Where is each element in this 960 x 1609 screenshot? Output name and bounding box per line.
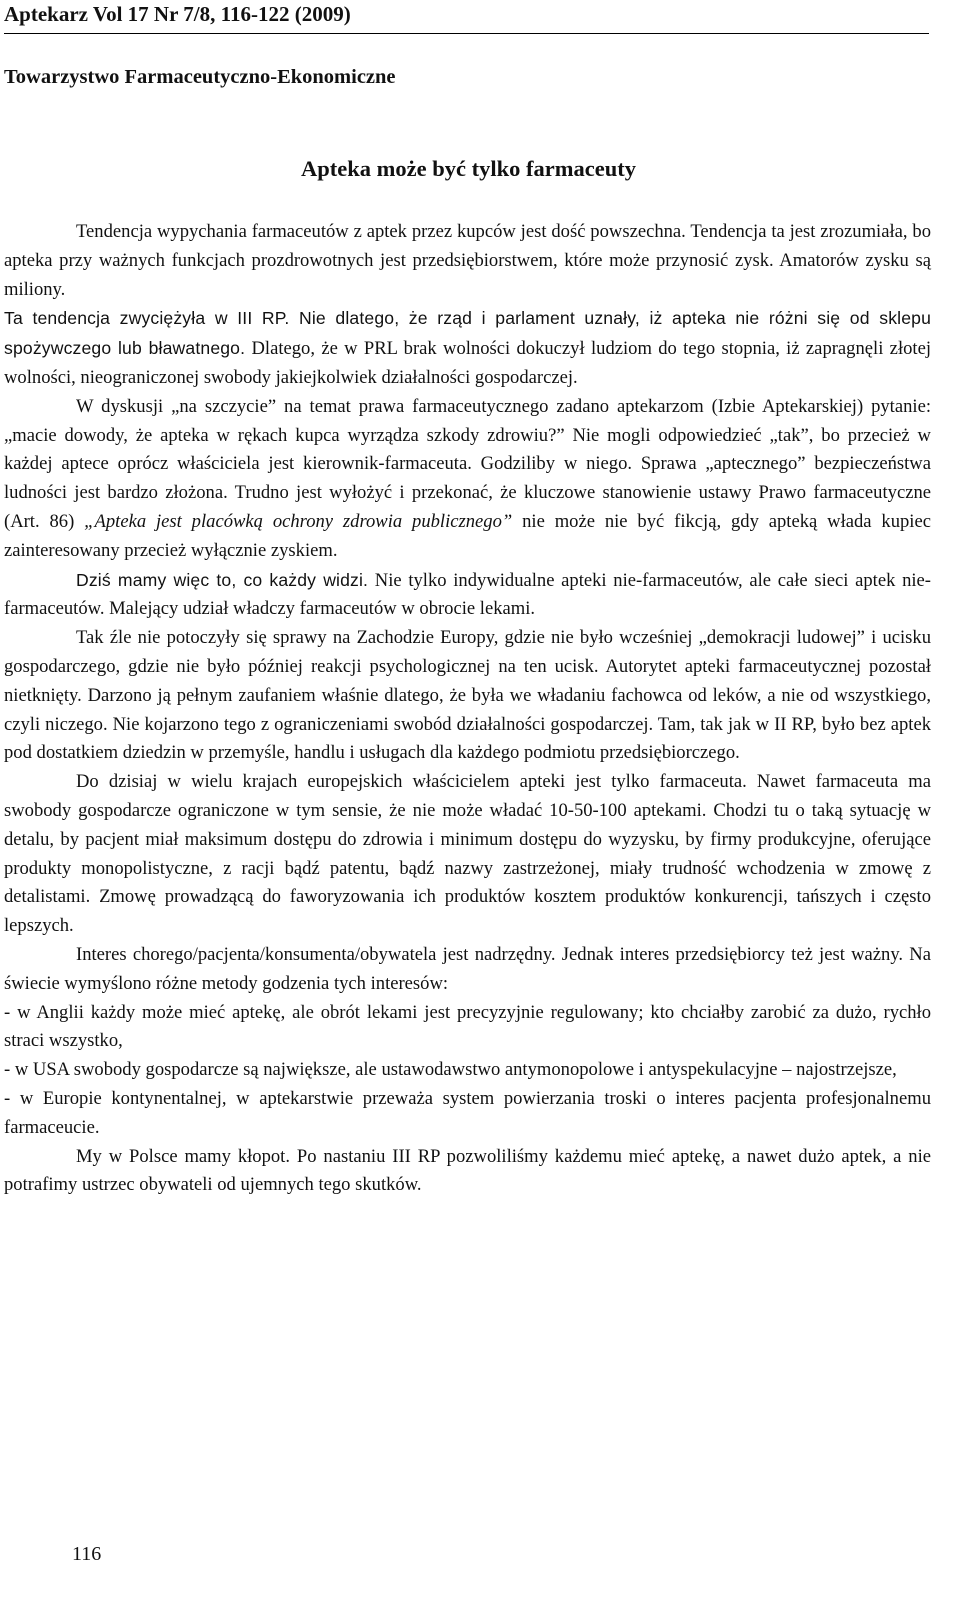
paragraph-1-sentence-1: Tendencja wypychania farmaceutów z aptek przez kupców jest dość powszechna. Tendencja ta jest zrozumiała, bo apteka przy ważnych funkcjach prozdrowotnych jest przedsiębiorstwem, które może przynosić zysk. Amatorów zysku są miliony. <box>4 221 931 300</box>
running-header <box>4 0 929 34</box>
paragraph-2-quote: „Apteka jest placówką ochrony zdrowia publicznego” <box>84 510 513 532</box>
paragraph-5: Do dzisiaj w wielu krajach europejskich właścicielem apteki jest tylko farmaceuta. Nawet farmaceuta ma swobody gospodarcze ograniczone w tym sensie, że nie może władać 10-50-100 aptekami. Chodzi tu o taką sytuację w detalu, by pacjent miał maksimum dostępu do zdrowia i minimum dostępu do wyzysku, by firmy produkcyjne, oferujące produkty monopolistyczne, z racji bądź patentu, bądź nazwy zastrzeżonej, miały trudność wchodzenia w zmowę z detalistami. Zmowę prowadzącą do faworyzowania ich produktów kosztem produktów konkurencji, tańszych i często lepszych. <box>4 771 931 937</box>
paragraph-2-part-a: W dyskusji „na szczycie” na temat prawa farmaceutycznego zadano aptekarzom (Izbie Aptekarskiej) pytanie: „macie dowody, że apteka w rękach kupca wyrządza szkody zdrowiu?” Nie mogli odpowiedzieć „tak”, bo przecież w każdej aptece oprócz właściciela jest kierownik-farmaceuta. Godziliby w niego. Sprawa „aptecznego” bezpieczeństwa ludności jest bardzo złożona. Trudno jest wyłożyć i przekonać, że kluczowe stanowienie ustawy Prawo farmaceutyczne (Art. 86) <box>4 395 931 532</box>
paragraph-4: Tak źle nie potoczyły się sprawy na Zachodzie Europy, gdzie nie było wcześniej „demokracji ludowej” i ucisku gospodarczego, gdzie nie było później reakcji psychologicznej na ten ucisk. Autorytet apteki farmaceutycznej pozostał nietknięty. Darzono ją pełnym zaufaniem właśnie dlatego, że była we władaniu fachowca od leków, a nie od wszystkiego, czyli niczego. Nie kojarzono tego z ograniczeniami swobód działalności gospodarczej. Tam, tak jak w II RP, było bez aptek pod dostatkiem dziedzin w przemyśle, handlu i usługach dla każdego podmiotu przedsiębiorczego. <box>4 627 931 764</box>
paragraph-1-sentence-3: Dlatego, że w PRL brak wolności dokuczył ludziom do tego stopnia, iż zapragnęli złotej wolności, nieograniczonej swobody jakiejkolwiek działalności gospodarczej. <box>4 338 931 388</box>
paragraph-7: My w Polsce mamy kłopot. Po nastaniu III RP pozwoliliśmy każdemu mieć aptekę, a nawet dużo aptek, a nie potrafimy ustrzec obywateli od ujemnych tego skutków. <box>4 1145 931 1196</box>
list-item: - w Anglii każdy może mieć aptekę, ale obrót lekami jest precyzyjnie regulowany; kto chciałby zarobić za dużo, rychło straci wszystko, <box>4 1001 931 1052</box>
paragraph-2 <box>4 393 931 566</box>
paragraph-3-sentence-1: Dziś mamy więc to, co każdy widzi. <box>76 569 369 590</box>
list-item: - w Europie kontynentalnej, w aptekarstwie przeważa system powierzania troski o interes pacjenta profesjonalnemu farmaceucie. <box>4 1087 931 1138</box>
journal-citation: Aptekarz Vol 17 Nr 7/8, 116-122 (2009) <box>4 2 351 26</box>
paragraph-6: Interes chorego/pacjenta/konsumenta/obywatela jest nadrzędny. Jednak interes przedsiębiorcy też jest ważny. Na świecie wymyślono różne metody godzenia tych interesów: <box>4 943 931 994</box>
paragraph-1 <box>4 218 931 393</box>
society-name: Towarzystwo Farmaceutyczno-Ekonomiczne <box>4 66 396 88</box>
paragraph-3 <box>4 566 931 625</box>
page-number: 116 <box>72 1543 102 1565</box>
article-body <box>4 218 931 1200</box>
article-title: Apteka może być tylko farmaceuty <box>301 156 636 181</box>
header-rule <box>4 33 929 34</box>
list-item: - w USA swobody gospodarcze są największe, ale ustawodawstwo antymonopolowe i antyspekulacyjne – najostrzejsze, <box>4 1059 897 1081</box>
paragraph-1-sentence-2: Ta tendencja zwyciężyła w III RP. Nie dlatego, że rząd i parlament uznały, iż apteka nie różni się od sklepu spożywczego lub bławatnego. <box>4 308 931 359</box>
paragraph-3-sentence-2: Nie tylko indywidualne apteki nie-farmaceutów, ale całe sieci aptek nie-farmaceutów. Malejący udział władczy farmaceutów w obrocie lekami. <box>4 569 932 620</box>
paragraph-2-part-b: nie może nie być fikcją, gdy apteką włada kupiec zainteresowany przecież wyłącznie zyskiem. <box>4 510 931 561</box>
